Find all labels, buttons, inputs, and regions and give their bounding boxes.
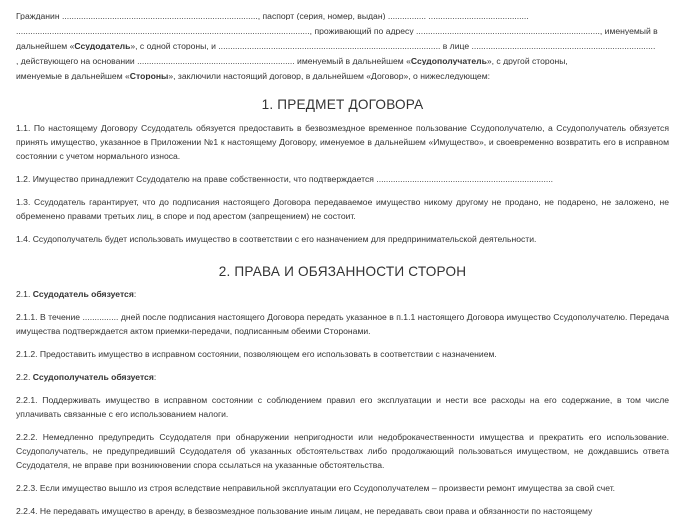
- clause-2-2-1: 2.2.1. Поддерживать имущество в исправном состоянии с соблюдением правил его эксплуатации и нести все расходы на его содержание, в том числе уплачивать связанные с его использованием налоги.: [16, 395, 669, 419]
- clause-1-4: 1.4. Ссудополучатель будет использовать имущество в соответствии с его назначением для предпринимательской деятельности.: [16, 234, 537, 244]
- section-1-heading: 1. ПРЕДМЕТ ДОГОВОРА: [261, 97, 424, 112]
- clause-2-1-1: 2.1.1. В течение ............... дней после подписания настоящего Договора передать указанное в п.1.1 настоящего Договора имущество Ссудополучателю. Передача имущества подтверждается актом приемки-передачи, подписанным обеими Сторонами.: [16, 312, 669, 336]
- clause-1-1: 1.1. По настоящему Договору Ссудодатель обязуется предоставить в безвозмездное временное пользование Ссудополучателю, а Ссудополучатель обязуется принять имущество, указанное в Приложении №1 к настоящему Договору, именуемое в дальнейшем «Имущество», и своевременно возвратить его в исправном состоянии с учетом нормального износа.: [16, 123, 669, 161]
- clause-2-1-title: 2.1. Ссудодатель обязуется:: [16, 289, 137, 299]
- preamble-line-2: ..........................................................................................................................., проживающий по адресу ............................................................................., именуемый в: [16, 26, 658, 35]
- parties-term: Стороны: [129, 71, 169, 80]
- preamble-line-4: , действующего на основании .................................................................. именуемый в дальнейшем «Ссудополучатель», с другой стороны,: [16, 56, 568, 65]
- clause-2-2-3: 2.2.3. Если имущество вышло из строя вследствие неправильной эксплуатации его Ссудополучателем – произвести ремонт имущества за свой счет.: [16, 483, 616, 493]
- preamble-line-5: именуемые в дальнейшем «Стороны», заключили настоящий договор, в дальнейшем «Договор», о нижеследующем:: [16, 71, 490, 80]
- clause-2-2-title: 2.2. Ссудополучатель обязуется:: [16, 372, 157, 382]
- party-lender-term: Ссудодатель: [74, 41, 131, 50]
- clause-2-2-4: 2.2.4. Не передавать имущество в аренду, в безвозмездное пользование иным лицам, не передавать свои права и обязанности по настоящему: [16, 506, 593, 516]
- clause-2-2-2: 2.2.2. Немедленно предупредить Ссудодателя при обнаружении непригодности или недоброкачественности имущества и прекратить его использование. Ссудополучатель, не предупредивший Ссудодателя об указанных обстоятельствах либо продолжающий пользоваться имуществом, не дождавшись ответа Ссудодателя, не вправе при возникновении спора ссылаться на указанные обстоятельства.: [16, 432, 669, 470]
- section-2-heading: 2. ПРАВА И ОБЯЗАННОСТИ СТОРОН: [218, 264, 467, 279]
- clause-1-2: 1.2. Имущество принадлежит Ссудодателю на праве собственности, что подтверждается ..........................................................................: [16, 174, 553, 184]
- preamble: [16, 9, 669, 80]
- preamble-line-3: дальнейшем «Ссудодатель», с одной стороны, и ............................................................................................. в лице .............................................................................: [16, 41, 656, 50]
- clause-1-3: 1.3. Ссудодатель гарантирует, что до подписания настоящего Договора передаваемое имущество никому другому не продано, не подарено, не заложено, не обременено правами третьих лиц, в споре и под арестом (запрещением) не состоит.: [16, 197, 669, 221]
- party-borrower-term: Ссудополучатель: [410, 56, 487, 65]
- clause-2-1-2: 2.1.2. Предоставить имущество в исправном состоянии, позволяющем его использовать в соответствии с назначением.: [16, 349, 497, 359]
- preamble-line-1: Гражданин .................................................................................., паспорт (серия, номер, выдан) ................ ..........................................: [16, 11, 529, 20]
